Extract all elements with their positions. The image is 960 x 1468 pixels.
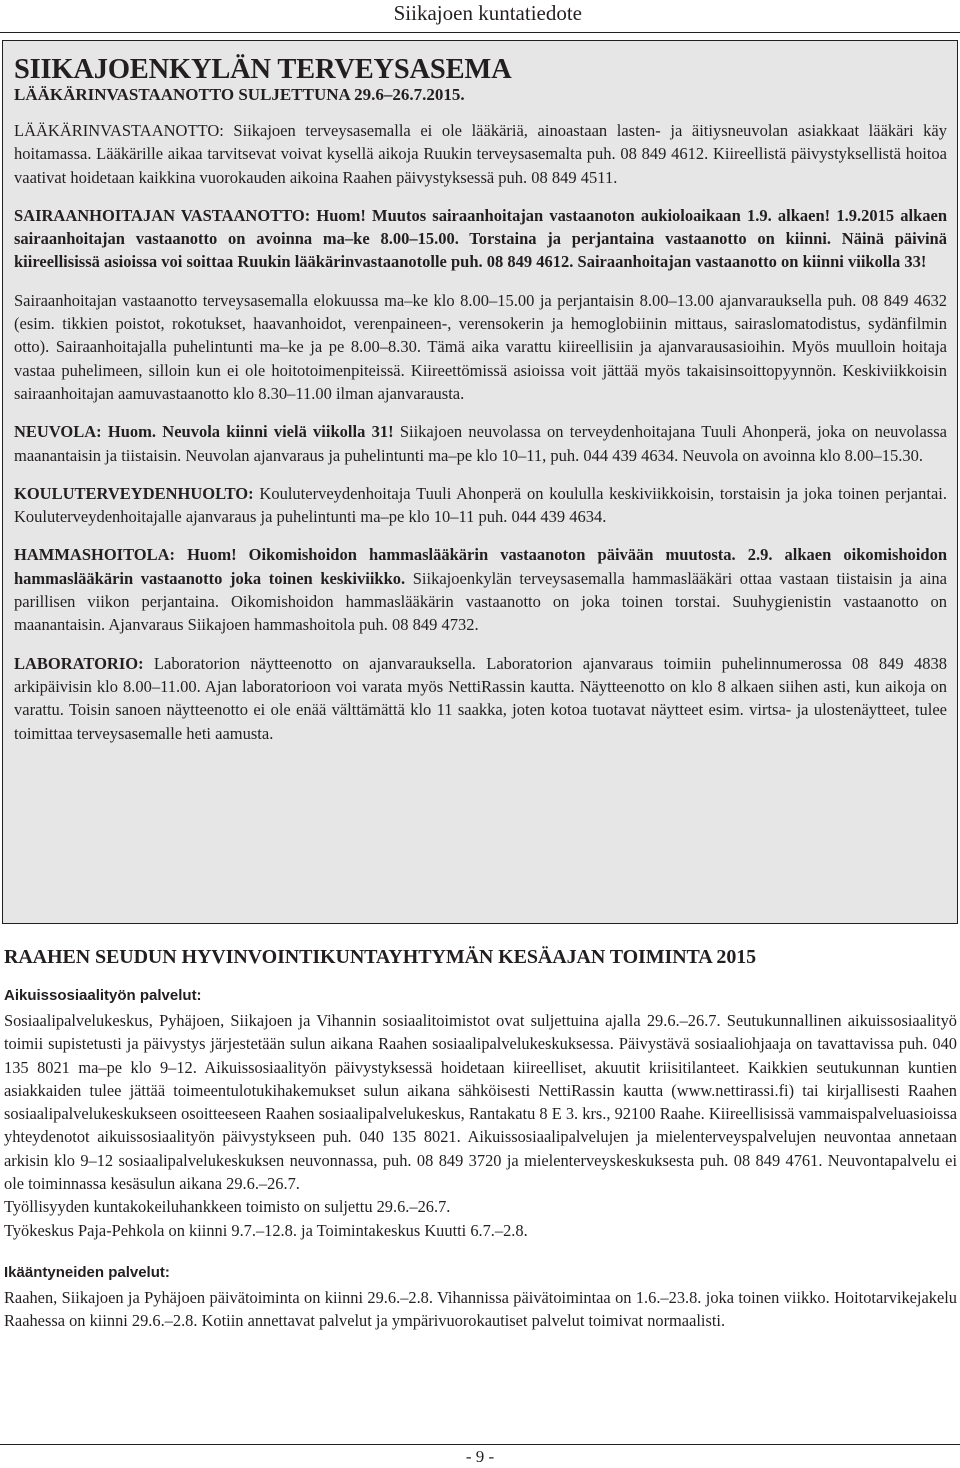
nurse-notice: SAIRAANHOITAJAN VASTAANOTTO: Huom! Muutos sairaanhoitajan vastaanoton aukioloaikaan 1.9. alkaen! 1.9.2015 alkaen sairaanhoitajan vastaanotto on avoinna ma–ke 8.00–15.00. Torstaina ja perjantaina vastaanotto on kiinni. Näinä päivinä kiireellisissä asioissa voi soittaa Ruukin lääkärinvastaanotolle puh. 08 849 4612. Sairaanhoitajan vastaanotto on kiinni viikolla 33! — [14, 205, 947, 272]
footer-divider — [0, 1444, 960, 1445]
workshop-line: Työkeskus Paja-Pehkola on kiinni 9.7.–12.8. ja Toimintakeskus Kuutti 6.7.–2.8. — [4, 1220, 528, 1240]
clinic-paragraph — [14, 420, 947, 467]
clinic-text: Siikajoen neuvolassa on terveydenhoitajana Tuuli Ahonperä, joka on neuvolassa maanantaisin ja tiistaisin. Neuvolan ajanvaraus ja puhelintunti ma–pe klo 10–11, puh. 044 439 4634. Neuvola on avoinna klo 8.00–15.30. — [14, 422, 947, 465]
raahe-section — [4, 942, 957, 1333]
adult-social-paragraph: Sosiaalipalvelukeskus, Pyhäjoen, Siikajoen ja Vihannin sosiaalitoimistot ovat suljettuina ajalla 29.6.–26.7. Seutukunnallinen aikuissosiaalityö toimii supistetusti ja päivystys järjestetään sulun aikana Raahen sosiaalipalvelukeskuksessa. Päivystävä sosiaaliohjaaja on tavattavissa puh. 040 135 8021 ma–pe klo 9–12. Aikuissosiaalityön päivystyksessä hoidetaan kiireelliset, akuutit kriisitilanteet. Kaikkien seutukunnan kuntien asiakkaiden tulee jättää toimeentulotukihakemukset sulun aikana sähköisesti NettiRassin kautta (www.nettirassi.fi) tai kirjallisesti Raahen sosiaalipalvelukeskukseen osoitteeseen Raahen sosiaalipalvelukeskus, Rantakatu 8 E 3. krs., 92100 Raahe. Kiireellisissä vammaispalveluasioissa yhteydenotot aikuissosiaalityön päivystykseen puh. 040 135 8021. Aikuissosiaalipalvelujen ja mielenterveyspalvelujen neuvontaa annetaan arkisin klo 9–12 sosiaalipalvelukeskuksen neuvonnassa, puh. 08 849 3720 ja mielenterveyskeskuksesta puh. 08 849 4761. Neuvontapalvelu ei ole toiminnassa kesäsulun aikana 29.6.–26.7. — [4, 1011, 957, 1194]
dental-notice: HAMMASHOITOLA: Huom! Oikomishoidon hammaslääkärin vastaanoton päivään muutosta. 2.9. alkaen oikomishoidon hammaslääkärin vastaanotto joka toinen keskiviikko. — [14, 545, 947, 588]
doctor-paragraph — [14, 119, 947, 189]
elderly-services-paragraph: Raahen, Siikajoen ja Pyhäjoen päivätoiminta on kiinni 29.6.–2.8. Vihannissa päivätoimintaa on 1.6.–23.8. joka toinen viikko. Hoitotarvikejakelu Raahessa on kiinni 29.6.–2.8. Kotiin annettavat palvelut ja ympärivuorokautiset palvelut toimivat normaalisti. — [4, 1287, 957, 1331]
header-divider — [0, 32, 960, 33]
health-center-title: SIIKAJOENKYLÄN TERVEYSASEMA — [14, 54, 512, 85]
raahe-title: RAAHEN SEUDUN HYVINVOINTIKUNTAYHTYMÄN KESÄAJAN TOIMINTA 2015 — [4, 946, 757, 968]
page-number: - 9 - — [465, 1447, 495, 1466]
dental-paragraph — [14, 543, 947, 636]
elderly-services-heading: Ikääntyneiden palvelut: — [4, 1263, 170, 1281]
header-title: Siikajoen kuntatiedote — [393, 1, 582, 25]
school-health-label: KOULUTERVEYDENHUOLTO: — [14, 483, 254, 503]
health-center-content — [14, 55, 947, 745]
doctor-label: LÄÄKÄRINVASTAANOTTO: — [14, 121, 224, 140]
health-center-subtitle: LÄÄKÄRINVASTAANOTTO SULJETTUNA 29.6–26.7.2015. — [14, 85, 465, 104]
laboratory-label: LABORATORIO: — [14, 653, 144, 673]
laboratory-paragraph — [14, 652, 947, 745]
school-health-text: Kouluterveydenhoitaja Tuuli Ahonperä on koululla keskiviikkoisin, torstaisin ja joka toinen perjantai. Kouluterveydenhoitajalle ajanvaraus ja puhelintunti ma–pe klo 10–11 puh. 044 439 4634. — [14, 483, 947, 527]
nurse-paragraph: Sairaanhoitajan vastaanotto terveysasemalla elokuussa ma–ke klo 8.00–15.00 ja perjantaisin 8.00–13.00 ajanvarauksella puh. 08 849 4632 (esim. tikkien poistot, rokotukset, haavanhoidot, verenpaineen-, verensokerin ja hemoglobiinin mittaus, sairaslomatodistus, sydänfilmin otto). Sairaanhoitajalla puhelintunti ma–ke ja pe 8.00–8.30. Tämä aika varattu kiireellisiin ja ajanvarausasioihin. Myös muulloin hoitaja vastaa puhelimeen, silloin kun ei ole hoitotoimenpiteissä. Kiireettömissä asioissa voit jättää myös takaisinsoittopyynnön. Keskiviikkoisin sairaanhoitajan aamuvastaanotto klo 8.30–11.00 ilman ajanvarausta. — [14, 290, 947, 403]
employment-office-line: Työllisyyden kuntakokeiluhankkeen toimisto on suljettu 29.6.–26.7. — [4, 1197, 451, 1217]
doctor-text: Siikajoen terveysasemalla ei ole lääkäriä, ainoastaan lasten- ja äitiysneuvolan asiakkaat lääkäri käy hoitamassa. Lääkärille aikaa tarvitsevat voivat kysellä aikoja Ruukin terveysasemalta puh. 08 849 4612. Kiireellistä päivystyksellistä hoitoa vaativat hoidetaan kaikkina vuorokauden aikoina Raahen päivystyksessä puh. 08 849 4511. — [14, 121, 947, 187]
school-health-paragraph — [14, 482, 947, 529]
adult-social-heading: Aikuissosiaalityön palvelut: — [4, 987, 202, 1004]
clinic-notice: NEUVOLA: Huom. Neuvola kiinni vielä viikolla 31! — [14, 422, 394, 442]
dental-text: Siikajoenkylän terveysasemalla hammaslääkäri ottaa vastaan tiistaisin ja aina parillisen viikon perjantaina. Oikomishoidon hammaslääkärin vastaanotto on joka toinen torstai. Suuhygienistin vastaanotto on maanantaisin. Ajanvaraus Siikajoen hammashoitola puh. 08 849 4732. — [14, 568, 947, 635]
health-center-box — [2, 40, 958, 924]
page-header — [0, 0, 960, 34]
laboratory-text: Laboratorion näytteenotto on ajanvarauksella. Laboratorion ajanvaraus toimiin puhelinnumerossa 08 849 4838 arkipäivisin klo 8.00–11.00. Ajan laboratorioon voi varata myös NettiRassin kautta. Näytteenotto on klo 8 alkaen siihen asti, kun aikoja on varattu. Toisin sanoen näytteenotto ei ole enää välttämättä klo 11 saakka, joten kotoa tuotavat näytteet esim. virtsa- ja ulostenäytteet, tulee toimittaa terveysasemalle heti aamusta. — [14, 653, 947, 743]
